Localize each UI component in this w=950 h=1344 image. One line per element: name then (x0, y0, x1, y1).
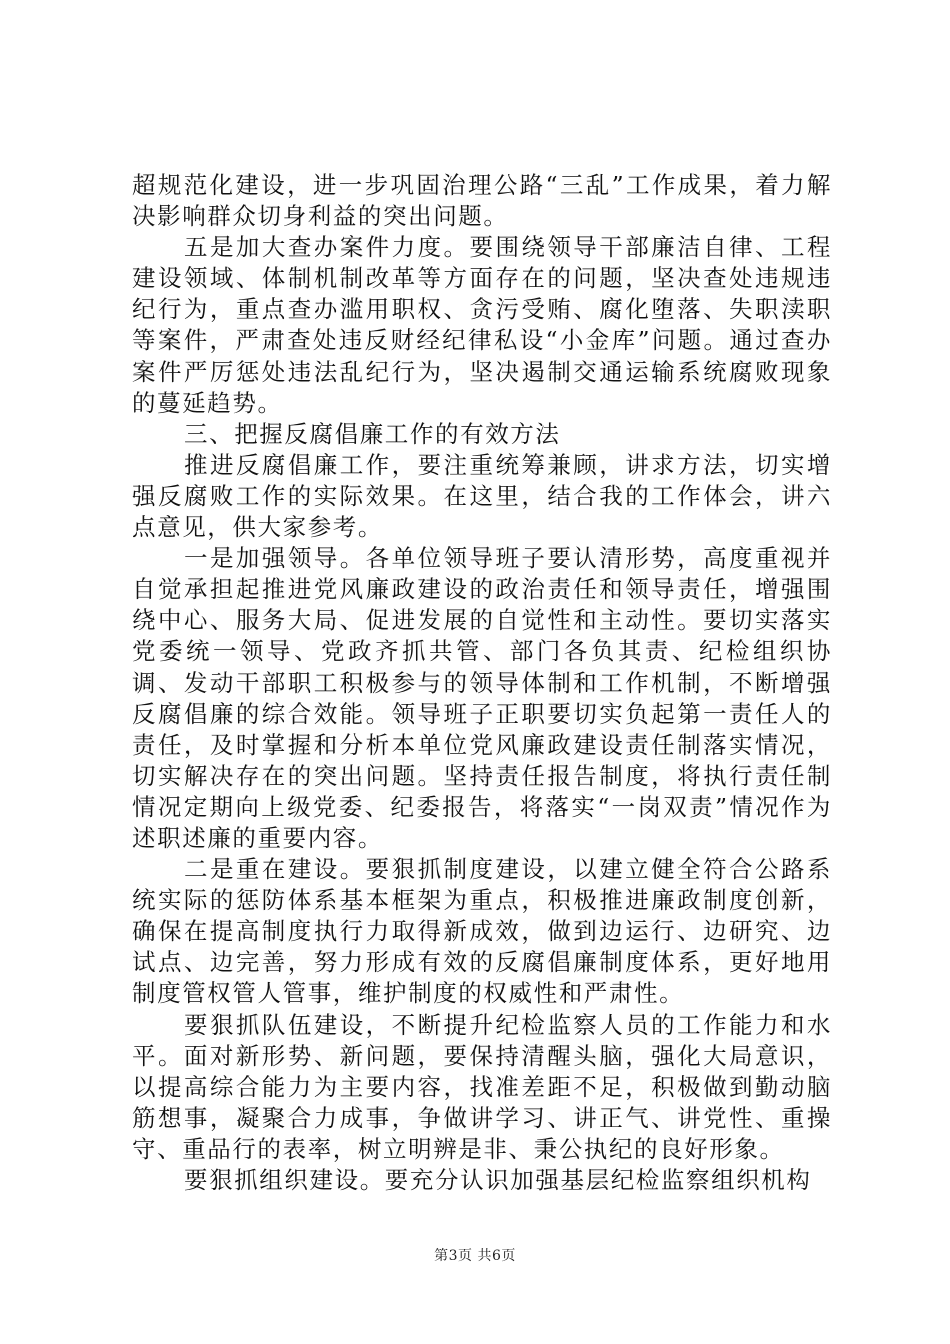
paragraph-point-five: 五是加大查办案件力度。要围绕领导干部廉洁自律、工程建设领域、体制机制改革等方面存在的问题，坚决查处违规违纪行为，重点查办滥用职权、贪污受贿、腐化堕落、失职渎职等案件，严肃查处违反财经纪律私设“小金库”问题。通过查办案件严厉惩处违法乱纪行为，坚决遏制交通运输系统腐败现象的蔓延趋势。 (132, 233, 832, 417)
paragraph-organization-building: 要狠抓组织建设。要充分认识加强基层纪检监察组织机构 (184, 1166, 812, 1194)
paragraph-point-two: 二是重在建设。要狠抓制度建设，以建立健全符合公路系统实际的惩防体系基本框架为重点，积极推进廉政制度创新，确保在提高制度执行力取得新成效，做到边运行、边研究、边试点、边完善，努力形成有效的反腐倡廉制度体系，更好地用制度管权管人管事，维护制度的权威性和严肃性。 (132, 855, 832, 1008)
section-heading-three: 三、把握反腐倡廉工作的有效方法 (184, 419, 561, 448)
paragraph-point-one: 一是加强领导。各单位领导班子要认清形势，高度重视并自觉承担起推进党风廉政建设的政治责任和领导责任，增强围绕中心、服务大局、促进发展的自觉性和主动性。要切实落实党委统一领导、党政齐抓共管、部门各负其责、纪检组织协调、发动干部职工积极参与的领导体制和工作机制，不断增强反腐倡廉的综合效能。领导班子正职要切实负起第一责任人的责任，及时掌握和分析本单位党风廉政建设责任制落实情况，切实解决存在的突出问题。坚持责任报告制度，将执行责任制情况定期向上级党委、纪委报告，将落实“一岗双责”情况作为述职述廉的重要内容。 (132, 544, 832, 852)
paragraph-continuation: 超规范化建设，进一步巩固治理公路“三乱”工作成果，着力解决影响群众切身利益的突出问题。 (132, 171, 832, 231)
document-body (132, 170, 832, 1196)
paragraph-intro: 推进反腐倡廉工作，要注重统筹兼顾，讲求方法，切实增强反腐败工作的实际效果。在这里，结合我的工作体会，讲六点意见，供大家参考。 (132, 450, 832, 542)
page-number-footer: 第3页 共6页 (434, 1248, 516, 1264)
paragraph-team-building: 要狠抓队伍建设，不断提升纪检监察人员的工作能力和水平。面对新形势、新问题，要保持清醒头脑，强化大局意识，以提高综合能力为主要内容，找准差距不足，积极做到勤动脑筋想事，凝聚合力成事，争做讲学习、讲正气、讲党性、重操守、重品行的表率，树立明辨是非、秉公执纪的良好形象。 (132, 1010, 832, 1163)
